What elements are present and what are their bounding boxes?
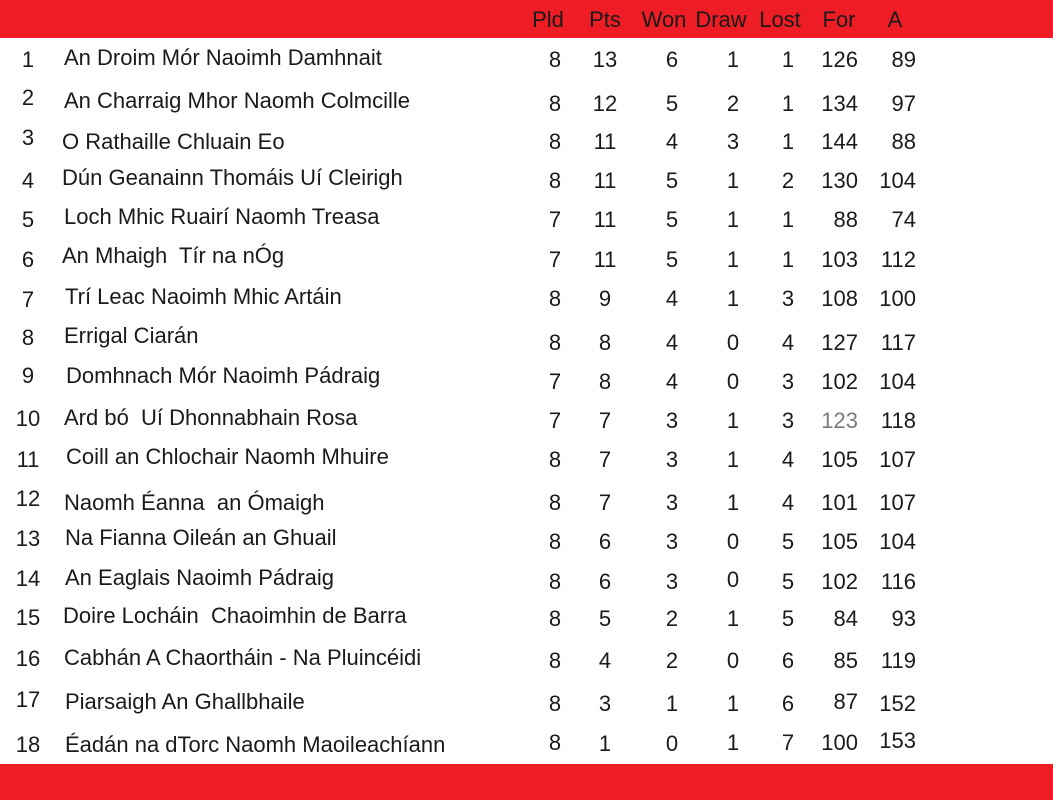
won: 3 (665, 408, 679, 433)
lost: 3 (781, 408, 795, 433)
team-name: O Rathaille Chluain Eo (62, 129, 285, 154)
scored-for: 102 (821, 569, 858, 594)
table-row (0, 323, 1053, 358)
played: 7 (548, 207, 562, 232)
scored-against: 93 (891, 606, 916, 631)
position: 2 (21, 85, 35, 110)
position: 5 (21, 207, 35, 232)
played: 7 (548, 369, 562, 394)
played: 8 (548, 490, 562, 515)
draw: 1 (726, 286, 740, 311)
table-row (0, 45, 1053, 75)
scored-for: 123 (821, 408, 858, 433)
played: 8 (548, 691, 562, 716)
lost: 1 (781, 47, 795, 72)
position: 9 (21, 363, 35, 388)
team-name: An Eaglais Naoimh Pádraig (65, 565, 335, 590)
lost: 7 (781, 730, 795, 755)
played: 8 (548, 286, 562, 311)
played: 7 (548, 408, 562, 433)
table-row (0, 728, 1053, 758)
scored-against: 104 (879, 529, 916, 554)
won: 5 (665, 247, 679, 272)
lost: 5 (781, 606, 795, 631)
position: 12 (15, 486, 41, 511)
points: 11 (593, 247, 617, 272)
draw: 2 (726, 91, 740, 116)
won: 3 (665, 447, 679, 472)
draw: 1 (726, 447, 740, 472)
scored-for: 130 (821, 168, 858, 193)
played: 8 (548, 606, 562, 631)
played: 8 (548, 330, 562, 355)
won: 3 (665, 529, 679, 554)
lost: 1 (781, 129, 795, 154)
won: 5 (665, 168, 679, 193)
table-row (0, 284, 1053, 314)
draw: 0 (726, 330, 740, 355)
position: 15 (15, 605, 41, 630)
table-row (0, 604, 1053, 634)
table-row (0, 689, 1053, 719)
header-won: Won (641, 7, 687, 32)
played: 8 (548, 447, 562, 472)
scored-against: 118 (880, 408, 916, 433)
scored-for: 102 (821, 369, 858, 394)
played: 8 (548, 648, 562, 673)
table-row (0, 245, 1053, 275)
position: 8 (21, 325, 35, 350)
header-against: A (887, 7, 903, 32)
scored-for: 134 (821, 91, 858, 116)
team-name: Piarsaigh An Ghallbhaile (65, 689, 305, 714)
table-row (0, 205, 1053, 235)
won: 3 (665, 569, 679, 594)
table-row (0, 166, 1053, 196)
scored-for: 126 (821, 47, 858, 72)
won: 2 (665, 606, 679, 631)
draw: 1 (726, 691, 740, 716)
draw: 1 (726, 606, 740, 631)
position: 3 (21, 125, 35, 150)
team-name: An Droim Mór Naoimh Damhnait (64, 45, 382, 70)
won: 0 (665, 731, 679, 756)
played: 8 (548, 730, 562, 755)
points: 13 (592, 47, 618, 72)
scored-for: 127 (821, 330, 858, 355)
lost: 1 (781, 247, 795, 272)
table-row (0, 488, 1053, 518)
team-name: Doire Locháin Chaoimhin de Barra (63, 603, 407, 628)
scored-for: 100 (821, 730, 858, 755)
footer-bar (0, 764, 1053, 800)
position: 6 (21, 247, 35, 272)
position: 18 (15, 732, 41, 757)
played: 8 (548, 529, 562, 554)
won: 4 (665, 369, 679, 394)
table-row (0, 127, 1053, 157)
position: 14 (15, 566, 41, 591)
lost: 4 (781, 330, 795, 355)
draw: 1 (726, 247, 740, 272)
draw: 1 (726, 47, 740, 72)
lost: 6 (781, 648, 795, 673)
scored-against: 107 (879, 490, 916, 515)
points: 11 (593, 207, 617, 232)
points: 7 (598, 490, 612, 515)
team-name: Trí Leac Naoimh Mhic Artáin (65, 284, 342, 309)
table-row (0, 406, 1053, 436)
scored-against: 104 (879, 369, 916, 394)
won: 5 (665, 207, 679, 232)
team-name: Dún Geanainn Thomáis Uí Cleirigh (62, 165, 403, 190)
won: 6 (665, 47, 679, 72)
scored-against: 153 (879, 728, 916, 753)
draw: 0 (726, 567, 740, 592)
team-name: Coill an Chlochair Naomh Mhuire (66, 444, 389, 469)
scored-for: 105 (821, 447, 858, 472)
points: 7 (598, 447, 612, 472)
position: 4 (21, 168, 35, 193)
scored-against: 74 (891, 207, 916, 232)
scored-for: 87 (833, 689, 858, 714)
won: 3 (665, 490, 679, 515)
team-name: Cabhán A Chaortháin - Na Pluincéidi (64, 645, 422, 670)
points: 1 (598, 731, 612, 756)
scored-against: 88 (891, 129, 916, 154)
scored-against: 100 (879, 286, 916, 311)
points: 12 (592, 91, 618, 116)
scored-for: 85 (833, 648, 858, 673)
table-row (0, 445, 1053, 475)
lost: 1 (781, 207, 795, 232)
scored-against: 117 (880, 330, 916, 355)
header-pld: Pld (532, 7, 564, 32)
played: 7 (548, 247, 562, 272)
points: 11 (593, 168, 617, 193)
played: 8 (548, 91, 562, 116)
lost: 3 (781, 286, 795, 311)
won: 4 (665, 286, 679, 311)
team-name: Éadán na dTorc Naomh Maoileachíann (65, 732, 446, 757)
team-name: An Mhaigh Tír na nÓg (62, 243, 285, 268)
scored-against: 97 (891, 91, 916, 116)
points: 11 (593, 129, 617, 154)
played: 8 (548, 129, 562, 154)
position: 7 (21, 287, 35, 312)
lost: 6 (781, 691, 795, 716)
position: 13 (15, 526, 41, 551)
points: 6 (598, 569, 612, 594)
table-row (0, 85, 1053, 119)
won: 1 (665, 691, 679, 716)
draw: 0 (726, 529, 740, 554)
points: 5 (598, 606, 612, 631)
points: 9 (598, 286, 612, 311)
draw: 1 (726, 207, 740, 232)
lost: 4 (781, 490, 795, 515)
scored-against: 112 (880, 247, 916, 272)
scored-for: 88 (833, 207, 858, 232)
scored-for: 101 (821, 490, 858, 515)
lost: 3 (781, 369, 795, 394)
team-name: Errigal Ciarán (64, 323, 199, 348)
team-name: Domhnach Mór Naoimh Pádraig (66, 363, 381, 388)
played: 8 (548, 47, 562, 72)
won: 5 (665, 91, 679, 116)
draw: 1 (726, 730, 740, 755)
points: 8 (598, 330, 612, 355)
draw: 1 (726, 408, 740, 433)
header-lost: Lost (759, 7, 801, 32)
position: 11 (16, 447, 40, 472)
won: 2 (665, 648, 679, 673)
points: 6 (598, 529, 612, 554)
draw: 0 (726, 648, 740, 673)
scored-against: 89 (891, 47, 916, 72)
played: 8 (548, 569, 562, 594)
header-for: For (822, 7, 856, 32)
table-row (0, 567, 1053, 597)
position: 17 (15, 687, 41, 712)
scored-against: 104 (879, 168, 916, 193)
lost: 5 (781, 529, 795, 554)
draw: 1 (726, 490, 740, 515)
lost: 5 (781, 569, 795, 594)
played: 8 (548, 168, 562, 193)
scored-for: 103 (821, 247, 858, 272)
draw: 0 (726, 369, 740, 394)
won: 4 (665, 330, 679, 355)
team-name: Na Fianna Oileán an Ghuail (65, 525, 337, 550)
team-name: Loch Mhic Ruairí Naomh Treasa (64, 204, 380, 229)
scored-for: 84 (833, 606, 858, 631)
points: 3 (598, 691, 612, 716)
scored-against: 116 (880, 569, 916, 594)
lost: 1 (781, 91, 795, 116)
position: 1 (21, 47, 35, 72)
table-row (0, 646, 1053, 676)
points: 7 (598, 408, 612, 433)
table-row (0, 363, 1053, 397)
scored-against: 152 (879, 691, 916, 716)
points: 4 (598, 648, 612, 673)
team-name: Naomh Éanna an Ómaigh (64, 490, 325, 515)
scored-for: 144 (821, 129, 858, 154)
scored-for: 108 (821, 286, 858, 311)
points: 8 (598, 369, 612, 394)
lost: 2 (781, 168, 795, 193)
scored-for: 105 (821, 529, 858, 554)
header-pts: Pts (589, 7, 621, 32)
position: 16 (15, 646, 41, 671)
table-row (0, 527, 1053, 557)
draw: 1 (726, 168, 740, 193)
scored-against: 119 (880, 648, 916, 673)
won: 4 (665, 129, 679, 154)
lost: 4 (781, 447, 795, 472)
position: 10 (15, 406, 41, 431)
team-name: An Charraig Mhor Naomh Colmcille (64, 88, 411, 113)
header-draw: Draw (695, 7, 747, 32)
team-name: Ard bó Uí Dhonnabhain Rosa (64, 405, 358, 430)
scored-against: 107 (879, 447, 916, 472)
draw: 3 (726, 129, 740, 154)
